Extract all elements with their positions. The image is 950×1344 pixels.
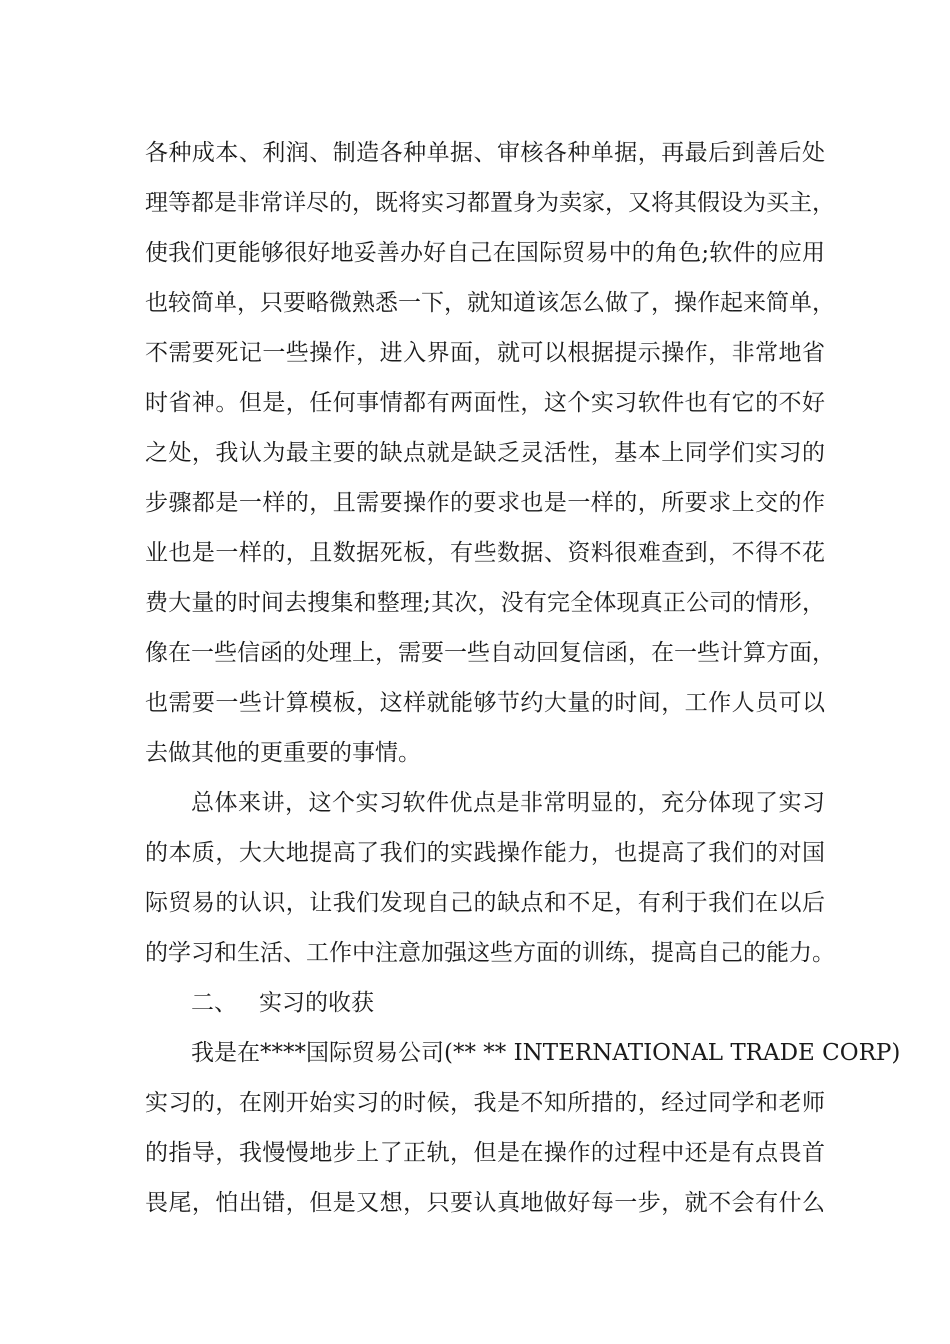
text-line: 的指导，我慢慢地步上了正轨，但是在操作的过程中还是有点畏首 (145, 1140, 825, 1166)
text-line: 费大量的时间去搜集和整理;其次，没有完全体现真正公司的情形， (145, 590, 825, 616)
text-line: 也较简单，只要略微熟悉一下，就知道该怎么做了，操作起来简单， (145, 290, 835, 316)
text-line: 理等都是非常详尽的，既将实习都置身为卖家，又将其假设为买主， (145, 190, 835, 216)
text-line: 的学习和生活、工作中注意加强这些方面的训练，提高自己的能力。 (145, 940, 835, 966)
text-line: 畏尾，怕出错，但是又想，只要认真地做好每一步，就不会有什么 (145, 1190, 825, 1216)
text-line: 业也是一样的，且数据死板，有些数据、资料很难查到，不得不花 (145, 540, 825, 566)
text-line: 去做其他的更重要的事情。 (145, 740, 421, 766)
document-body (145, 128, 901, 1228)
text-line: 际贸易的认识，让我们发现自己的缺点和不足，有利于我们在以后 (145, 890, 825, 916)
text-line: 我是在****国际贸易公司(** ** INTERNATIONAL TRADE CORP) (191, 1040, 901, 1066)
text-line: 的本质，大大地提高了我们的实践操作能力，也提高了我们的对国 (145, 840, 825, 866)
text-line: 之处，我认为最主要的缺点就是缺乏灵活性，基本上同学们实习的 (145, 440, 825, 466)
text-line: 各种成本、利润、制造各种单据、审核各种单据，再最后到善后处 (145, 140, 825, 166)
text-line: 不需要死记一些操作，进入界面，就可以根据提示操作，非常地省 (145, 340, 825, 366)
section-number: 二、 (191, 990, 237, 1016)
section-heading (145, 978, 825, 1028)
section-title: 实习的收获 (259, 990, 374, 1016)
text-line: 使我们更能够很好地妥善办好自己在国际贸易中的角色;软件的应用 (145, 240, 825, 266)
paragraph-internship-gains (145, 1028, 901, 1228)
text-line: 实习的，在刚开始实习的时候，我是不知所措的，经过同学和老师 (145, 1090, 825, 1116)
text-line: 也需要一些计算模板，这样就能够节约大量的时间，工作人员可以 (145, 690, 825, 716)
text-line: 时省神。但是，任何事情都有两面性，这个实习软件也有它的不好 (145, 390, 825, 416)
paragraph-software-evaluation (145, 128, 835, 778)
text-line: 总体来讲，这个实习软件优点是非常明显的，充分体现了实习 (191, 790, 825, 816)
text-line: 步骤都是一样的，且需要操作的要求也是一样的，所要求上交的作 (145, 490, 825, 516)
text-line: 像在一些信函的处理上，需要一些自动回复信函，在一些计算方面， (145, 640, 835, 666)
paragraph-summary (145, 778, 835, 978)
